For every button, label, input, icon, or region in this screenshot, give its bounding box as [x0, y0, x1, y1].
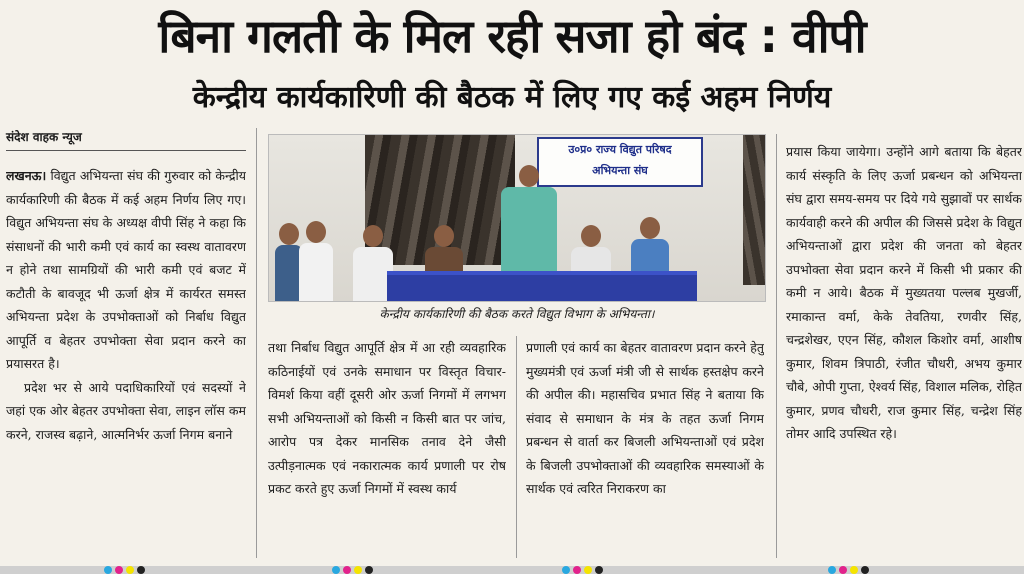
byline: संदेश वाहक न्यूज — [6, 130, 82, 144]
paragraph-3: तथा निर्बाध विद्युत आपूर्ति क्षेत्र में आ रही व्यवहारिक कठिनाईयों एवं उनके समाधान पर विस्तृत विचार-विमर्श किया वहीं दूसरी ओर ऊर्जा निगमों में लगभग सभी अभियन्ताओं को किसी न किसी बात पर जांच, आरोप पत्र देकर मानसिक तनाव देने जैसी उत्पीड़नात्मक एवं नकारात्मक कार्य प्रणाली पर रोष प्रकट करते हुए ऊर्जा निगमों में स्वस्थ कार्य — [268, 340, 506, 496]
photo-person — [299, 243, 333, 302]
byline-rule — [6, 150, 246, 151]
article-column-1 — [6, 164, 246, 554]
photo-caption: केन्द्रीय कार्यकारिणी की बैठक करते विद्युत विभाग के अभियन्ता। — [379, 307, 655, 321]
paragraph-4: प्रणाली एवं कार्य का बेहतर वातावरण प्रदान करने हेतु मुख्यमंत्री एवं ऊर्जा मंत्री जी से सार्थक हस्तक्षेप करने की अपील की। महासचिव प्रभात सिंह ने बताया कि संवाद से समाधान के मंत्र के तहत ऊर्जा निगम प्रबन्धन से वार्ता कर बिजली अभियन्ताओं एवं प्रदेश के बिजली उपभोक्ताओं की व्यवहारिक समस्याओं के सार्थक एवं त्वरित निराकरण का — [526, 340, 764, 496]
meeting-photo — [268, 134, 766, 302]
column-divider — [516, 336, 517, 558]
photo-person — [501, 187, 557, 275]
photo-banner — [537, 137, 703, 187]
dateline: लखनऊ। — [6, 168, 47, 183]
photo-table — [387, 275, 697, 302]
article-column-4 — [786, 140, 1022, 554]
article-column-2 — [268, 336, 506, 554]
photo-curtain — [743, 135, 766, 285]
article-column-3 — [526, 336, 764, 554]
registration-dots — [828, 566, 869, 574]
banner-line-1: उ०प्र० राज्य विद्युत परिषद — [568, 143, 672, 156]
paragraph-1: विद्युत अभियन्ता संघ की गुरुवार को केन्द्रीय कार्यकारिणी की बैठक में कई अहम निर्णय लिए गए। विद्युत अभियन्ता संघ के अध्यक्ष वीपी सिंह ने कहा कि संसाधनों की भारी कमी एवं कार्य का स्वस्थ वातावरण न होने तथा सामग्रियों की भारी कमी एवं बजट में कटौती के बावजूद भी ऊर्जा क्षेत्र में कार्यरत समस्त अभियन्ता प्रदेश के उपभोक्ताओं को निर्बाध विद्युत आपूर्ति व बेहतर उपभोक्ता सेवा प्रदान करने का प्रयासरत है। — [6, 168, 246, 371]
subheadline: केन्द्रीय कार्यकारिणी की बैठक में लिए गए कई अहम निर्णय — [192, 80, 832, 115]
headline: बिना गलती के मिल रही सजा हो बंद : वीपी — [158, 9, 866, 63]
banner-line-2: अभियन्ता संघ — [592, 164, 648, 177]
registration-dots — [562, 566, 603, 574]
column-divider — [776, 134, 777, 558]
column-divider — [256, 128, 257, 558]
print-strip — [0, 566, 1024, 574]
registration-dots — [104, 566, 145, 574]
registration-dots — [332, 566, 373, 574]
photo-person — [631, 239, 669, 275]
paragraph-5: प्रयास किया जायेगा। उन्होंने आगे बताया कि बेहतर कार्य संस्कृति के लिए ऊर्जा प्रबन्धन को अभियन्ता संघ द्वारा समय-समय पर दिये गये सुझावों पर सार्थक कार्यवाही करने की अपील की जिससे प्रदेश के विद्युत अभियन्ताओं द्वारा प्रदेश की जनता को बेहतर उपभोक्ता सेवा प्रदान करने में किसी भी प्रकार की कमी न आये। बैठक में मुख्यतया पल्लब मुखर्जी, रमाकान्त वर्मा, केके तेवतिया, रणवीर सिंह, चन्द्रशेखर, एएन सिंह, कौशल किशोर वर्मा, आशीष कुमार, शिवम त्रिपाठी, रंजीत चौधरी, अभय कुमार चौबे, ओपी गुप्ता, ऐश्वर्य सिंह, विशाल मलिक, रोहित कुमार, प्रणव चौधरी, राज कुमार सिंह, चन्द्रेश सिंह तोमर आदि उपस्थित रहे। — [786, 144, 1022, 441]
paragraph-2: प्रदेश भर से आये पदाधिकारियों एवं सदस्यों ने जहां एक ओर बेहतर उपभोक्ता सेवा, लाइन लॉस कम करने, राजस्व बढ़ाने, आत्मनिर्भर ऊर्जा निगम बनाने — [6, 379, 246, 442]
